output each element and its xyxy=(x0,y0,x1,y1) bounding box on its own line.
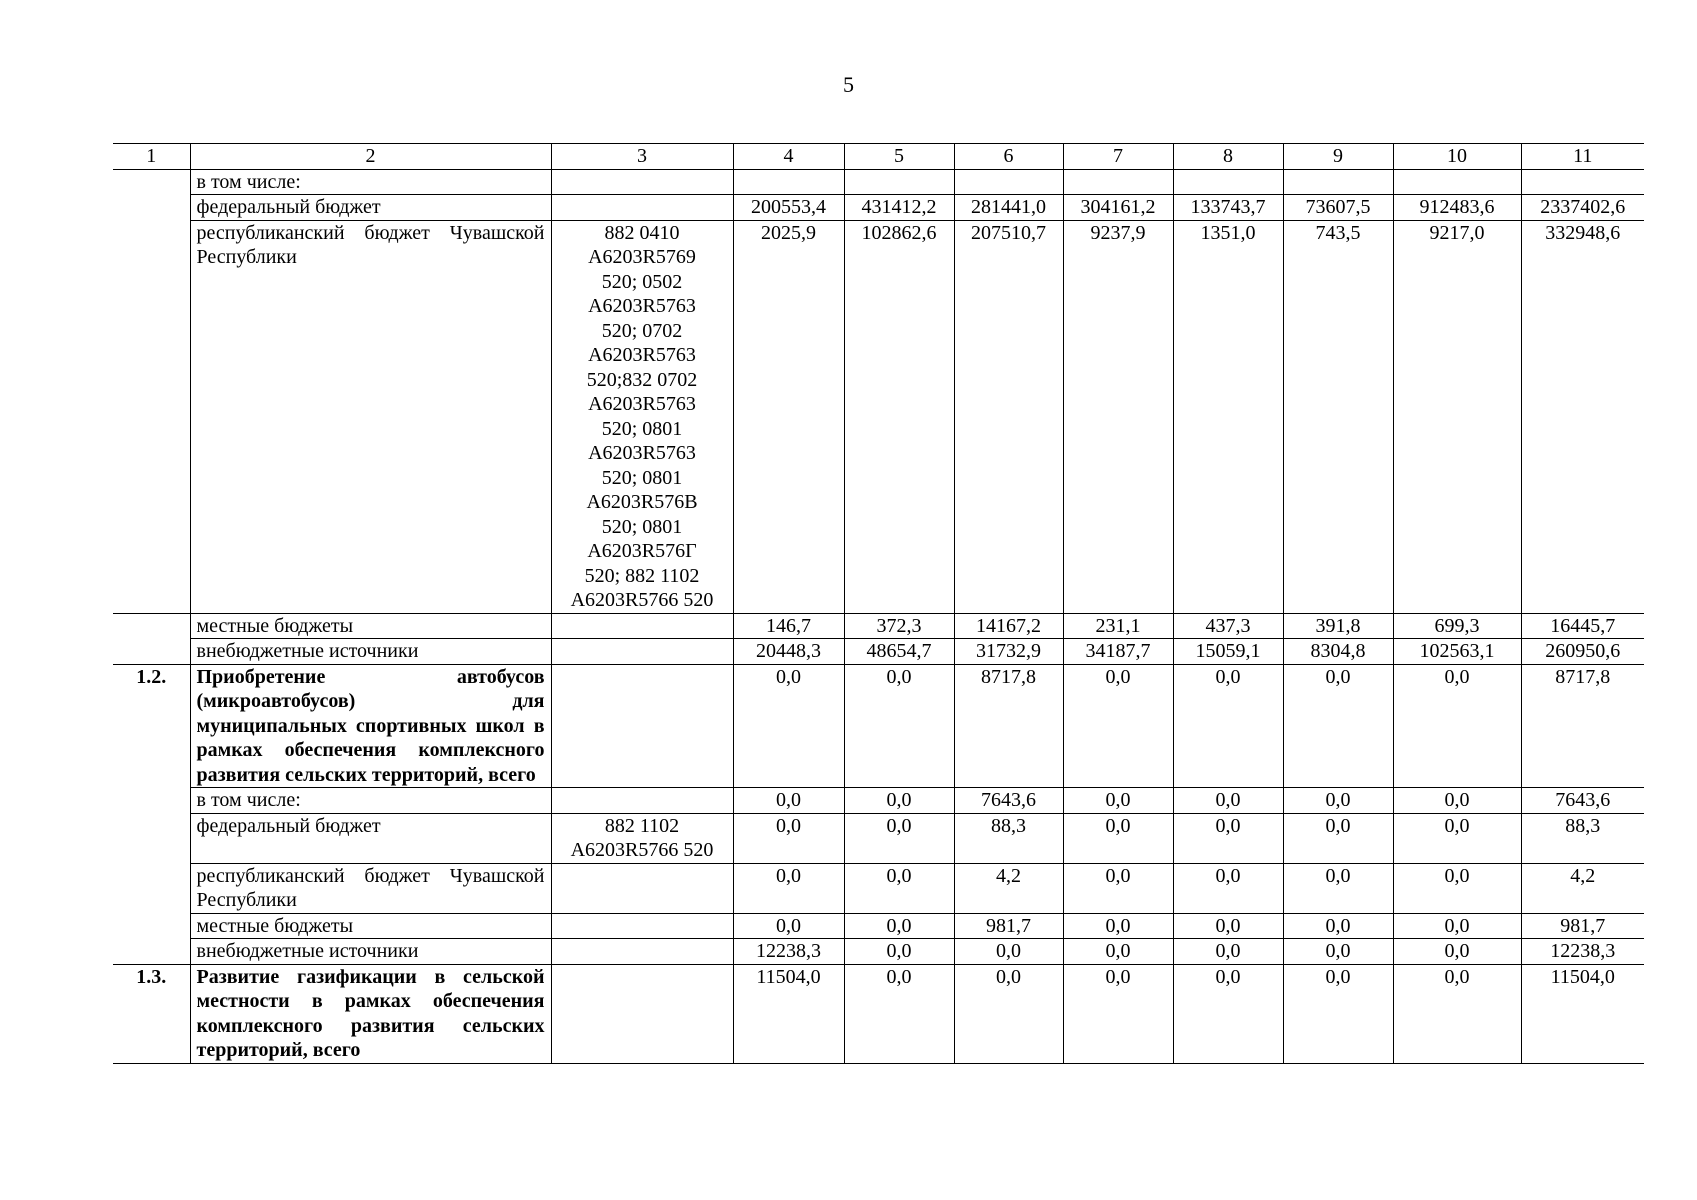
item-name: в том числе: xyxy=(190,788,551,814)
amount-cell xyxy=(844,169,954,195)
amount-cell: 981,7 xyxy=(1521,913,1644,939)
budget-code: 882 1102 A6203R5766 520 xyxy=(551,813,733,863)
amount-cell: 0,0 xyxy=(733,863,844,913)
amount-cell: 0,0 xyxy=(1063,964,1173,1063)
amount-cell xyxy=(733,169,844,195)
table-row xyxy=(113,613,1644,639)
amount-cell xyxy=(954,169,1063,195)
amount-cell: 0,0 xyxy=(733,913,844,939)
item-number xyxy=(113,639,190,665)
amount-cell: 699,3 xyxy=(1393,613,1521,639)
amount-cell: 88,3 xyxy=(954,813,1063,863)
amount-cell: 231,1 xyxy=(1063,613,1173,639)
column-number-row xyxy=(113,144,1644,170)
amount-cell: 15059,1 xyxy=(1173,639,1283,665)
amount-cell: 4,2 xyxy=(954,863,1063,913)
amount-cell: 9217,0 xyxy=(1393,220,1521,613)
amount-cell: 0,0 xyxy=(1393,863,1521,913)
amount-cell: 11504,0 xyxy=(733,964,844,1063)
amount-cell xyxy=(1063,169,1173,195)
amount-cell: 16445,7 xyxy=(1521,613,1644,639)
column-header: 7 xyxy=(1063,144,1173,170)
budget-code xyxy=(551,964,733,1063)
amount-cell xyxy=(1393,169,1521,195)
item-name: местные бюджеты xyxy=(190,613,551,639)
table-row xyxy=(113,939,1644,965)
amount-cell: 0,0 xyxy=(1283,813,1393,863)
amount-cell: 8717,8 xyxy=(954,664,1063,788)
amount-cell: 391,8 xyxy=(1283,613,1393,639)
amount-cell: 0,0 xyxy=(844,863,954,913)
amount-cell: 1351,0 xyxy=(1173,220,1283,613)
amount-cell: 0,0 xyxy=(1173,913,1283,939)
amount-cell: 0,0 xyxy=(844,664,954,788)
item-name: республиканский бюджет Чувашской Республики xyxy=(190,220,551,613)
amount-cell: 9237,9 xyxy=(1063,220,1173,613)
page-number: 5 xyxy=(843,72,854,97)
item-number xyxy=(113,613,190,639)
budget-code xyxy=(551,788,733,814)
column-header: 11 xyxy=(1521,144,1644,170)
amount-cell: 0,0 xyxy=(1393,964,1521,1063)
table-row xyxy=(113,863,1644,913)
amount-cell: 207510,7 xyxy=(954,220,1063,613)
amount-cell: 0,0 xyxy=(844,939,954,965)
amount-cell: 0,0 xyxy=(844,788,954,814)
item-number xyxy=(113,813,190,863)
amount-cell: 260950,6 xyxy=(1521,639,1644,665)
amount-cell: 0,0 xyxy=(844,813,954,863)
amount-cell: 0,0 xyxy=(733,664,844,788)
item-name: республиканский бюджет Чувашской Республики xyxy=(190,863,551,913)
column-header: 5 xyxy=(844,144,954,170)
column-header: 1 xyxy=(113,144,190,170)
table-row xyxy=(113,813,1644,863)
section-row xyxy=(113,664,1644,788)
amount-cell: 0,0 xyxy=(733,788,844,814)
budget-code xyxy=(551,195,733,221)
item-number: 1.2. xyxy=(113,664,190,788)
item-number xyxy=(113,195,190,221)
item-name: Приобретение автобусов (микроавтобусов) для муниципальных спортивных школ в рамках обеспечения комплексного развития сельских территорий, всего xyxy=(190,664,551,788)
amount-cell: 31732,9 xyxy=(954,639,1063,665)
amount-cell: 102862,6 xyxy=(844,220,954,613)
amount-cell: 0,0 xyxy=(1063,813,1173,863)
amount-cell: 0,0 xyxy=(1063,863,1173,913)
amount-cell: 0,0 xyxy=(1173,863,1283,913)
item-number xyxy=(113,939,190,965)
amount-cell: 2337402,6 xyxy=(1521,195,1644,221)
amount-cell: 0,0 xyxy=(1283,664,1393,788)
column-header: 3 xyxy=(551,144,733,170)
amount-cell: 34187,7 xyxy=(1063,639,1173,665)
column-header: 8 xyxy=(1173,144,1283,170)
budget-code xyxy=(551,664,733,788)
budget-code xyxy=(551,613,733,639)
amount-cell: 0,0 xyxy=(1283,788,1393,814)
amount-cell xyxy=(1521,169,1644,195)
table-row xyxy=(113,169,1644,195)
amount-cell: 48654,7 xyxy=(844,639,954,665)
budget-code: 882 0410 A6203R5769 520; 0502 A6203R5763 520; 0702 A6203R5763 520;832 0702 A6203R5763 520; 0801 A6203R5763 520; 0801 A6203R576B 520; 0801 A6203R576Г 520; 882 1102 A6203R5766 520 xyxy=(551,220,733,613)
table-body xyxy=(113,144,1644,1064)
amount-cell: 0,0 xyxy=(1063,788,1173,814)
amount-cell: 0,0 xyxy=(733,813,844,863)
budget-code xyxy=(551,863,733,913)
amount-cell: 0,0 xyxy=(1283,939,1393,965)
amount-cell: 0,0 xyxy=(954,939,1063,965)
section-row xyxy=(113,964,1644,1063)
amount-cell: 0,0 xyxy=(844,913,954,939)
amount-cell: 437,3 xyxy=(1173,613,1283,639)
amount-cell: 281441,0 xyxy=(954,195,1063,221)
amount-cell: 0,0 xyxy=(1393,664,1521,788)
column-header: 9 xyxy=(1283,144,1393,170)
amount-cell: 743,5 xyxy=(1283,220,1393,613)
item-number: 1.3. xyxy=(113,964,190,1063)
amount-cell: 14167,2 xyxy=(954,613,1063,639)
amount-cell xyxy=(1173,169,1283,195)
amount-cell: 133743,7 xyxy=(1173,195,1283,221)
amount-cell: 200553,4 xyxy=(733,195,844,221)
budget-code xyxy=(551,639,733,665)
amount-cell: 0,0 xyxy=(1173,964,1283,1063)
amount-cell: 0,0 xyxy=(1393,939,1521,965)
amount-cell xyxy=(1283,169,1393,195)
column-header: 4 xyxy=(733,144,844,170)
amount-cell: 0,0 xyxy=(954,964,1063,1063)
item-name: местные бюджеты xyxy=(190,913,551,939)
item-number xyxy=(113,863,190,913)
table-row xyxy=(113,913,1644,939)
amount-cell: 7643,6 xyxy=(1521,788,1644,814)
amount-cell: 912483,6 xyxy=(1393,195,1521,221)
amount-cell: 20448,3 xyxy=(733,639,844,665)
amount-cell: 0,0 xyxy=(1063,664,1173,788)
amount-cell: 0,0 xyxy=(1393,788,1521,814)
amount-cell: 8717,8 xyxy=(1521,664,1644,788)
amount-cell: 12238,3 xyxy=(733,939,844,965)
table-row xyxy=(113,220,1644,613)
amount-cell: 0,0 xyxy=(1393,813,1521,863)
amount-cell: 2025,9 xyxy=(733,220,844,613)
amount-cell: 73607,5 xyxy=(1283,195,1393,221)
item-name: федеральный бюджет xyxy=(190,195,551,221)
amount-cell: 304161,2 xyxy=(1063,195,1173,221)
amount-cell: 0,0 xyxy=(1283,863,1393,913)
amount-cell: 146,7 xyxy=(733,613,844,639)
table-row xyxy=(113,195,1644,221)
amount-cell: 8304,8 xyxy=(1283,639,1393,665)
amount-cell: 88,3 xyxy=(1521,813,1644,863)
item-number xyxy=(113,169,190,195)
amount-cell: 372,3 xyxy=(844,613,954,639)
item-number xyxy=(113,913,190,939)
amount-cell: 332948,6 xyxy=(1521,220,1644,613)
item-number xyxy=(113,788,190,814)
column-header: 6 xyxy=(954,144,1063,170)
table-row xyxy=(113,788,1644,814)
amount-cell: 0,0 xyxy=(1173,664,1283,788)
amount-cell: 0,0 xyxy=(1283,964,1393,1063)
amount-cell: 0,0 xyxy=(1393,913,1521,939)
budget-code xyxy=(551,169,733,195)
amount-cell: 11504,0 xyxy=(1521,964,1644,1063)
column-header: 10 xyxy=(1393,144,1521,170)
amount-cell: 431412,2 xyxy=(844,195,954,221)
budget-code xyxy=(551,913,733,939)
column-header: 2 xyxy=(190,144,551,170)
table-row xyxy=(113,639,1644,665)
amount-cell: 0,0 xyxy=(1063,913,1173,939)
amount-cell: 981,7 xyxy=(954,913,1063,939)
amount-cell: 0,0 xyxy=(844,964,954,1063)
amount-cell: 12238,3 xyxy=(1521,939,1644,965)
item-number xyxy=(113,220,190,613)
item-name: Развитие газификации в сельской местности в рамках обеспечения комплексного развития сельских территорий, всего xyxy=(190,964,551,1063)
item-name: в том числе: xyxy=(190,169,551,195)
amount-cell: 0,0 xyxy=(1173,813,1283,863)
item-name: федеральный бюджет xyxy=(190,813,551,863)
amount-cell: 0,0 xyxy=(1173,939,1283,965)
budget-code xyxy=(551,939,733,965)
amount-cell: 0,0 xyxy=(1063,939,1173,965)
item-name: внебюджетные источники xyxy=(190,639,551,665)
budget-table xyxy=(113,143,1644,1064)
amount-cell: 7643,6 xyxy=(954,788,1063,814)
amount-cell: 0,0 xyxy=(1283,913,1393,939)
amount-cell: 0,0 xyxy=(1173,788,1283,814)
amount-cell: 4,2 xyxy=(1521,863,1644,913)
amount-cell: 102563,1 xyxy=(1393,639,1521,665)
item-name: внебюджетные источники xyxy=(190,939,551,965)
